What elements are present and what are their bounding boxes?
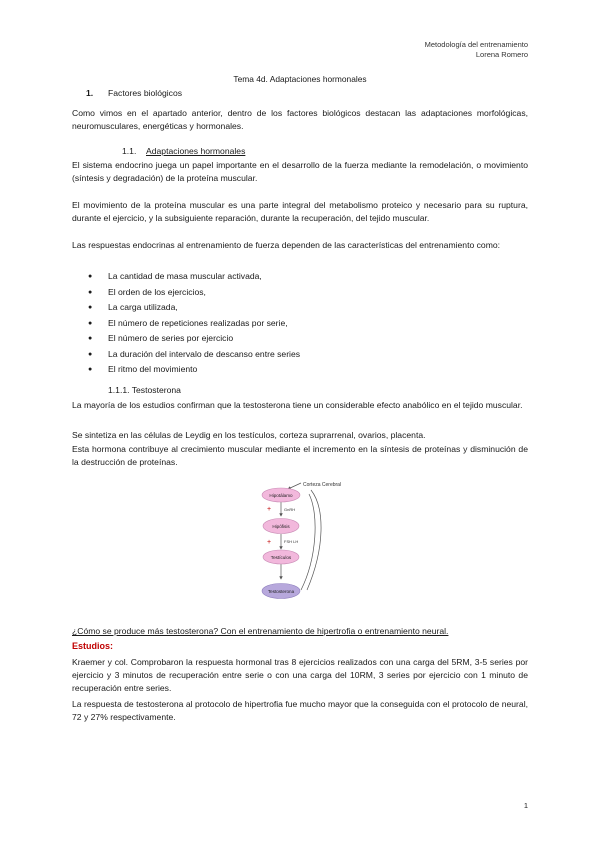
pituitary-label: Hipófisis — [272, 524, 290, 529]
feedback-arrow-inner — [301, 494, 315, 590]
question-heading: ¿Cómo se produce más testosterona? Con el entrenamiento de hipertrofia o entrenamiento neural. — [72, 626, 449, 636]
testosterone-label: Testosterona — [267, 589, 295, 594]
subsection-heading — [122, 146, 245, 156]
doc-header — [425, 40, 528, 60]
page-number: 1 — [523, 801, 528, 810]
paragraph-testosterone-anabolic: La mayoría de los estudios confirman que la testosterona tiene un considerable efecto anabólico en el tejido muscular. — [72, 400, 523, 410]
section-number: 1. — [86, 88, 94, 98]
section-label: Factores biológicos — [108, 88, 183, 98]
page-title: Tema 4d. Adaptaciones hormonales — [233, 74, 367, 84]
sign-label: + — [267, 539, 272, 546]
list-item: ● El orden de los ejercicios, — [88, 286, 300, 302]
subsection-number: 1.1. — [122, 146, 137, 156]
hormone-axis-diagram — [245, 478, 360, 606]
cortex-label: Corteza Cerebral — [303, 482, 342, 488]
header-author: Lorena Romero — [475, 50, 528, 59]
feedback-arrow-outer — [307, 490, 321, 590]
header-course: Metodología del entrenamiento — [424, 40, 528, 49]
paragraph-protein: El movimiento de la proteína muscular es una parte integral del metabolismo proteico y necesario para su ruptura, durante el ejercicio, y la subsiguiente reparación, durante la recuperación, del tejido muscular. — [72, 200, 528, 223]
list-item: ● El número de repeticiones realizadas por serie, — [88, 317, 300, 333]
section-heading — [86, 88, 182, 98]
paragraph-study-result: La respuesta de testosterona al protocolo de hipertrofia fue mucho mayor que la conseguida con el protocolo de neural, 72 y 27% respectivamente. — [72, 699, 528, 722]
paragraph-responses: Las respuestas endocrinas al entrenamiento de fuerza dependen de las características del entrenamiento como: — [72, 240, 501, 250]
paragraph-endocrine: El sistema endocrino juega un papel importante en el desarrollo de la fuerza mediante la remodelación, o movimiento (síntesis y degradación) de la proteína muscular. — [72, 160, 528, 183]
studies-label: Estudios: — [72, 641, 114, 651]
paragraph-testosterone-synthesis: Se sintetiza en las células de Leydig en los testículos, corteza suprarrenal, ovarios, placenta. — [72, 430, 426, 440]
list-item: ● El ritmo del movimiento — [88, 363, 300, 379]
cortex-arrow — [288, 483, 301, 489]
list-item: ● El número de series por ejercicio — [88, 332, 300, 348]
list-item: ● La cantidad de masa muscular activada, — [88, 270, 300, 286]
hypothalamus-label: Hipotálamo — [269, 493, 293, 498]
list-item: ● La carga utilizada, — [88, 301, 300, 317]
fsh-lh-label: FSH LH — [284, 539, 299, 544]
testes-label: Testículos — [270, 555, 292, 560]
sign-label: + — [267, 506, 272, 513]
subsection-label: Adaptaciones hormonales — [146, 146, 246, 156]
intro-paragraph: Como vimos en el apartado anterior, dentro de los factores biológicos destacan las adaptaciones morfológicas, neuromusculares, energéticas y hormonales. — [72, 108, 528, 131]
subsubsection-heading: 1.1.1. Testosterona — [108, 385, 181, 395]
paragraph-study-kraemer: Kraemer y col. Comprobaron la respuesta hormonal tras 8 ejercicios realizados con una carga del 5RM, 3-5 series por ejercicio y 3 minutos de recuperación entre serie o con una carga del 10RM, 3 series por ejercicio con 1 minuto de recuperación entre series. — [72, 657, 528, 693]
paragraph-testosterone-growth: Esta hormona contribuye al crecimiento muscular mediante el incremento en la síntesis de proteínas y disminución de la destrucción de proteínas. — [72, 444, 528, 467]
bullet-list — [88, 270, 300, 379]
list-item: ● La duración del intervalo de descanso entre series — [88, 348, 300, 364]
gnrh-label: GnRH — [284, 507, 296, 512]
